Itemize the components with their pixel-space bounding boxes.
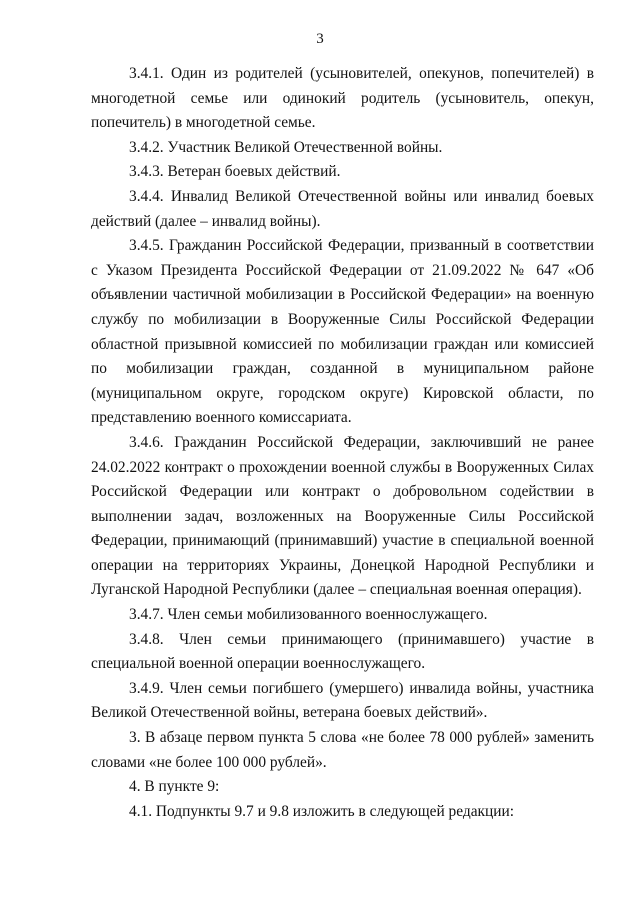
paragraph-3-4-5: 3.4.5. Гражданин Российской Федерации, призванный в соответствии с Указом Президента Российской Федерации от 21.09.2022 № 647 «Об объявлении частичной мобилизации в Российской Федерации» на военную службу по мобилизации в Вооруженные Силы Российской Федерации областной призывной комиссией по мобилизации граждан или комиссией по мобилизации граждан, созданной в муниципальном районе (муниципальном округе, городском округе) Кировской области, по представлению военного комиссариата.	[91, 237, 594, 427]
document-body	[91, 62, 594, 824]
paragraph-3-4-8: 3.4.8. Член семьи принимающего (принимавшего) участие в специальной военной операции военнослужащего.	[91, 630, 594, 673]
paragraph-3-4-4: 3.4.4. Инвалид Великой Отечественной войны или инвалид боевых действий (далее – инвалид войны).	[91, 187, 594, 230]
page-number: 3	[316, 31, 324, 47]
paragraph-3-4-6: 3.4.6. Гражданин Российской Федерации, заключивший не ранее 24.02.2022 контракт о прохождении военной службы в Вооруженных Силах Российской Федерации или контракт о добровольном содействии в выполнении задач, возложенных на Вооруженные Силы Российской Федерации, принимающий (принимавший) участие в специальной военной операции на территориях Украины, Донецкой Народной Республики и Луганской Народной Республики (далее – специальная военная операция).	[91, 433, 594, 599]
paragraph-3-4-1: 3.4.1. Один из родителей (усыновителей, опекунов, попечителей) в многодетной семье или одинокий родитель (усыновитель, опекун, попечитель) в многодетной семье.	[91, 65, 594, 132]
paragraph-item-3: 3. В абзаце первом пункта 5 слова «не более 78 000 рублей» заменить словами «не более 100 000 рублей».	[91, 729, 594, 771]
paragraph-3-4-3: 3.4.3. Ветеран боевых действий.	[129, 163, 341, 181]
paragraph-3-4-7: 3.4.7. Член семьи мобилизованного военнослужащего.	[129, 606, 488, 624]
paragraph-item-4: 4. В пункте 9:	[129, 778, 220, 796]
paragraph-3-4-9: 3.4.9. Член семьи погибшего (умершего) инвалида войны, участника Великой Отечественной войны, ветерана боевых действий».	[91, 679, 594, 722]
paragraph-3-4-2: 3.4.2. Участник Великой Отечественной войны.	[129, 138, 443, 156]
paragraph-item-4-1: 4.1. Подпункты 9.7 и 9.8 изложить в следующей редакции:	[129, 802, 515, 820]
